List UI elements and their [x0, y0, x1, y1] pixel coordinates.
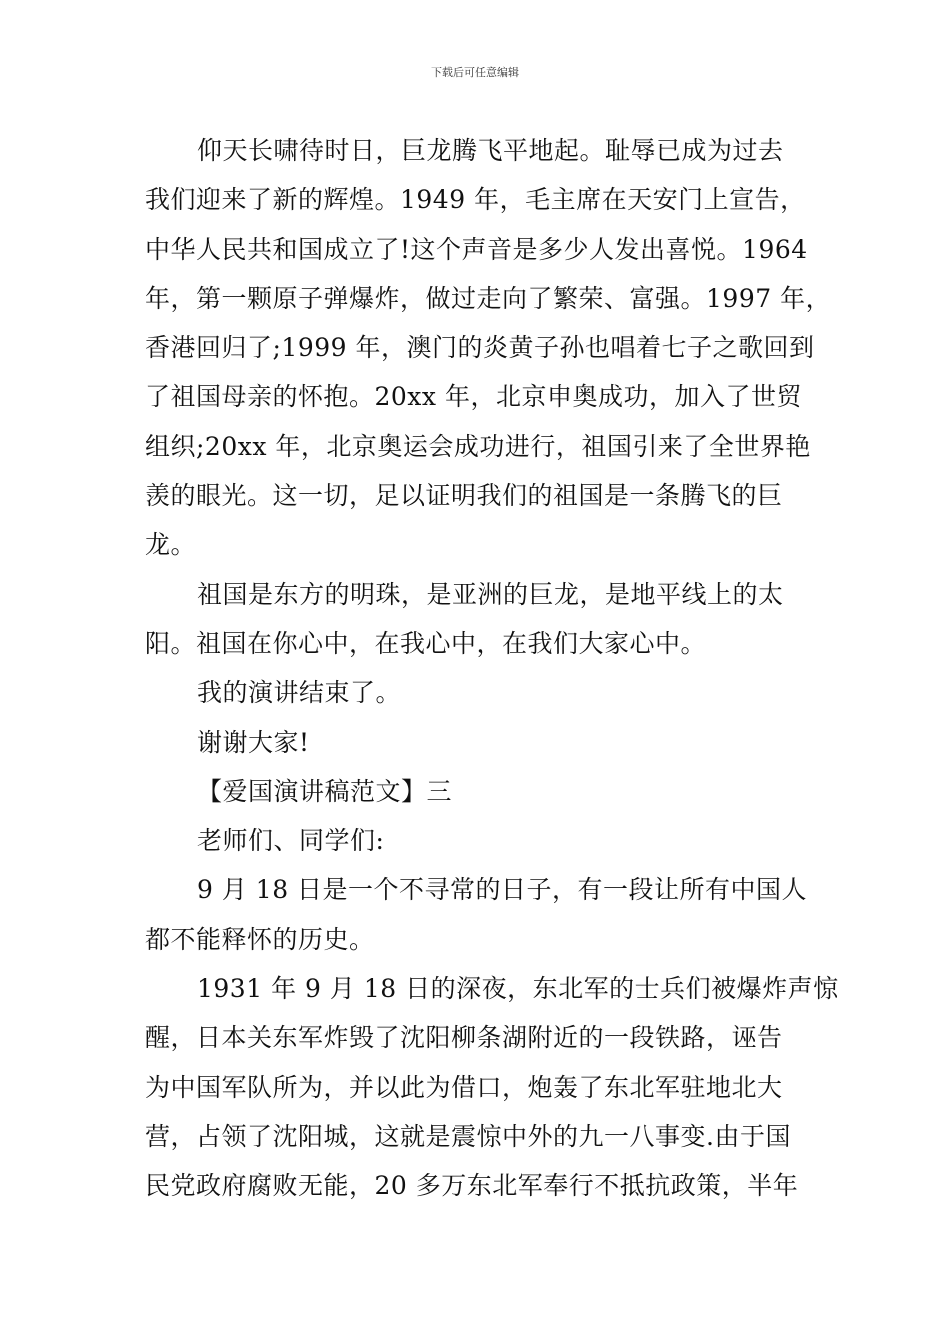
text-line: 我的演讲结束了。	[197, 678, 402, 708]
text-line: 9 月 18 日是一个不寻常的日子，有一段让所有中国人	[197, 875, 808, 905]
document-body	[145, 126, 839, 1211]
text-line: 香港回归了;1999 年，澳门的炎黄子孙也唱着七子之歌回到	[145, 333, 815, 363]
text-line: 谢谢大家!	[197, 727, 310, 757]
text-line: 1931 年 9 月 18 日的深夜，东北军的士兵们被爆炸声惊	[197, 974, 839, 1004]
text-line: 中华人民共和国成立了!这个声音是多少人发出喜悦。1964	[145, 234, 808, 264]
text-line: 营，占领了沈阳城，这就是震惊中外的九一八事变.由于国	[145, 1121, 791, 1151]
text-line: 都不能释怀的历史。	[145, 924, 375, 954]
text-line: 醒，日本关东军炸毁了沈阳柳条湖附近的一段铁路，诬告	[145, 1023, 783, 1053]
text-line: 为中国军队所为，并以此为借口，炮轰了东北军驻地北大	[145, 1072, 783, 1102]
page-header-note: 下载后可任意编辑	[431, 66, 519, 79]
text-line: 龙。	[145, 530, 197, 560]
text-line: 了祖国母亲的怀抱。20xx 年，北京申奥成功，加入了世贸	[145, 382, 802, 412]
text-line: 羡的眼光。这一切，足以证明我们的祖国是一条腾飞的巨	[145, 481, 783, 511]
text-line: 组织;20xx 年，北京奥运会成功进行，祖国引来了全世界艳	[145, 431, 811, 461]
text-line: 老师们、同学们:	[197, 826, 385, 856]
text-line: 我们迎来了新的辉煌。1949 年，毛主席在天安门上宣告，	[145, 185, 806, 215]
text-line: 祖国是东方的明珠，是亚洲的巨龙，是地平线上的太	[197, 579, 784, 609]
text-line: 年，第一颗原子弹爆炸，做过走向了繁荣、富强。1997 年，	[145, 283, 832, 313]
text-line: 【爱国演讲稿范文】三	[197, 776, 453, 806]
text-line: 阳。祖国在你心中，在我心中，在我们大家心中。	[145, 628, 707, 658]
text-line: 仰天长啸待时日，巨龙腾飞平地起。耻辱已成为过去	[197, 136, 784, 165]
text-line: 民党政府腐败无能，20 多万东北军奉行不抵抗政策，半年	[145, 1171, 799, 1201]
